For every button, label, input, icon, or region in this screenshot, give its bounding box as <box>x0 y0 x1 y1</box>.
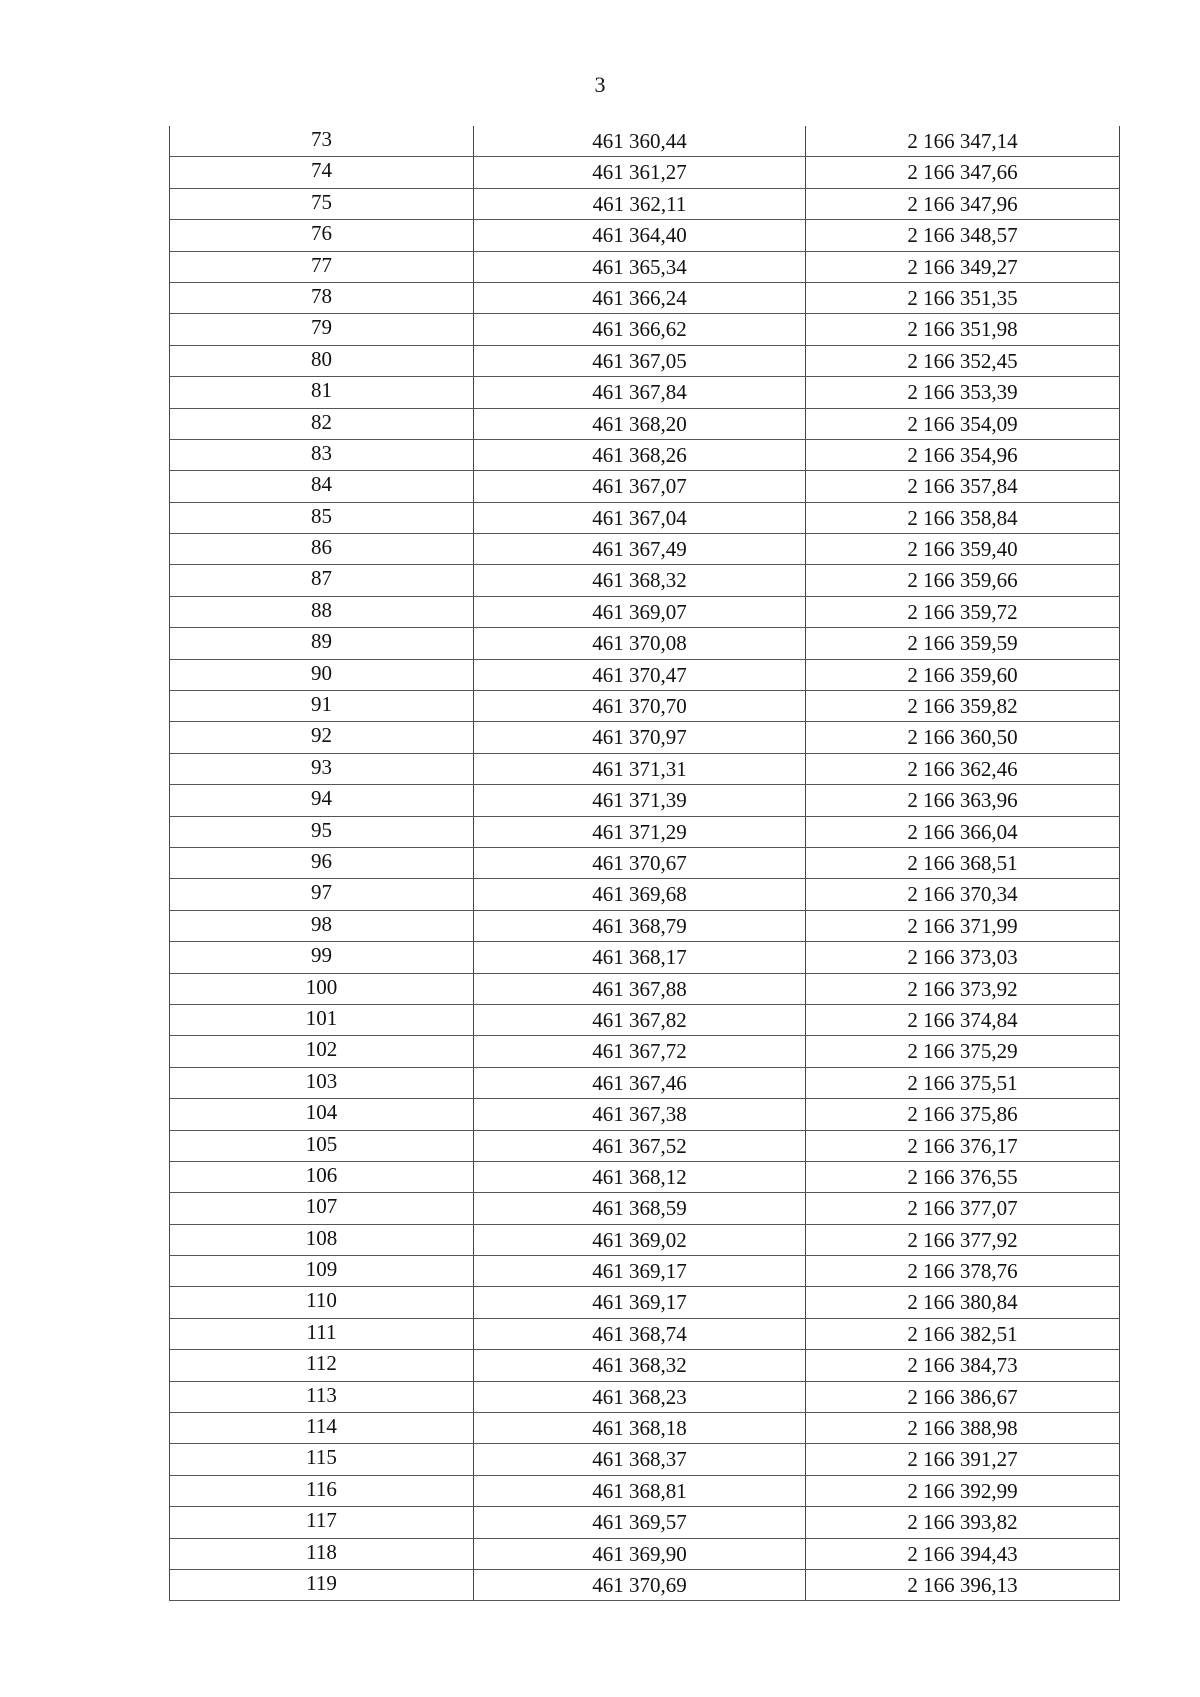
x-coordinate-cell: 461 362,11 <box>474 188 806 219</box>
point-number-cell: 77 <box>170 251 474 282</box>
table-row <box>170 1413 1120 1444</box>
table-row <box>170 942 1120 973</box>
x-coordinate-cell: 461 368,17 <box>474 942 806 973</box>
x-coordinate-cell: 461 364,40 <box>474 220 806 251</box>
table-row <box>170 345 1120 376</box>
x-coordinate-cell: 461 369,02 <box>474 1224 806 1255</box>
point-number-cell: 93 <box>170 753 474 784</box>
y-coordinate-cell: 2 166 374,84 <box>806 1004 1120 1035</box>
y-coordinate-cell: 2 166 368,51 <box>806 847 1120 878</box>
table-row <box>170 471 1120 502</box>
table-row <box>170 1130 1120 1161</box>
x-coordinate-cell: 461 369,17 <box>474 1287 806 1318</box>
x-coordinate-cell: 461 371,31 <box>474 753 806 784</box>
point-number-cell: 76 <box>170 220 474 251</box>
table-row <box>170 1444 1120 1475</box>
point-number-cell: 84 <box>170 471 474 502</box>
table-row <box>170 220 1120 251</box>
point-number-cell: 79 <box>170 314 474 345</box>
x-coordinate-cell: 461 368,79 <box>474 910 806 941</box>
table-row <box>170 1538 1120 1569</box>
point-number-cell: 98 <box>170 910 474 941</box>
y-coordinate-cell: 2 166 380,84 <box>806 1287 1120 1318</box>
y-coordinate-cell: 2 166 354,96 <box>806 439 1120 470</box>
point-number-cell: 105 <box>170 1130 474 1161</box>
table-row <box>170 534 1120 565</box>
table-row <box>170 1475 1120 1506</box>
point-number-cell: 107 <box>170 1193 474 1224</box>
y-coordinate-cell: 2 166 359,59 <box>806 628 1120 659</box>
y-coordinate-cell: 2 166 384,73 <box>806 1350 1120 1381</box>
y-coordinate-cell: 2 166 363,96 <box>806 785 1120 816</box>
x-coordinate-cell: 461 368,32 <box>474 565 806 596</box>
point-number-cell: 119 <box>170 1569 474 1600</box>
y-coordinate-cell: 2 166 375,51 <box>806 1067 1120 1098</box>
x-coordinate-cell: 461 370,67 <box>474 847 806 878</box>
x-coordinate-cell: 461 365,34 <box>474 251 806 282</box>
y-coordinate-cell: 2 166 393,82 <box>806 1507 1120 1538</box>
point-number-cell: 112 <box>170 1350 474 1381</box>
point-number-cell: 103 <box>170 1067 474 1098</box>
y-coordinate-cell: 2 166 360,50 <box>806 722 1120 753</box>
y-coordinate-cell: 2 166 354,09 <box>806 408 1120 439</box>
table-row <box>170 753 1120 784</box>
x-coordinate-cell: 461 367,04 <box>474 502 806 533</box>
point-number-cell: 115 <box>170 1444 474 1475</box>
y-coordinate-cell: 2 166 347,14 <box>806 126 1120 157</box>
point-number-cell: 94 <box>170 785 474 816</box>
x-coordinate-cell: 461 367,82 <box>474 1004 806 1035</box>
point-number-cell: 116 <box>170 1475 474 1506</box>
point-number-cell: 99 <box>170 942 474 973</box>
table-row <box>170 816 1120 847</box>
y-coordinate-cell: 2 166 349,27 <box>806 251 1120 282</box>
table-row <box>170 1287 1120 1318</box>
y-coordinate-cell: 2 166 359,60 <box>806 659 1120 690</box>
x-coordinate-cell: 461 371,29 <box>474 816 806 847</box>
y-coordinate-cell: 2 166 378,76 <box>806 1256 1120 1287</box>
x-coordinate-cell: 461 367,72 <box>474 1036 806 1067</box>
table-row <box>170 659 1120 690</box>
point-number-cell: 81 <box>170 377 474 408</box>
point-number-cell: 80 <box>170 345 474 376</box>
point-number-cell: 91 <box>170 691 474 722</box>
y-coordinate-cell: 2 166 376,17 <box>806 1130 1120 1161</box>
table-row <box>170 1224 1120 1255</box>
table-row <box>170 126 1120 157</box>
table-row <box>170 1004 1120 1035</box>
table-row <box>170 439 1120 470</box>
table-row <box>170 1507 1120 1538</box>
table-row <box>170 188 1120 219</box>
point-number-cell: 110 <box>170 1287 474 1318</box>
y-coordinate-cell: 2 166 362,46 <box>806 753 1120 784</box>
x-coordinate-cell: 461 370,69 <box>474 1569 806 1600</box>
point-number-cell: 87 <box>170 565 474 596</box>
table-row <box>170 282 1120 313</box>
x-coordinate-cell: 461 367,88 <box>474 973 806 1004</box>
table-row <box>170 314 1120 345</box>
point-number-cell: 102 <box>170 1036 474 1067</box>
table-row <box>170 1381 1120 1412</box>
y-coordinate-cell: 2 166 371,99 <box>806 910 1120 941</box>
point-number-cell: 83 <box>170 439 474 470</box>
point-number-cell: 88 <box>170 596 474 627</box>
x-coordinate-cell: 461 367,05 <box>474 345 806 376</box>
table-row <box>170 502 1120 533</box>
y-coordinate-cell: 2 166 366,04 <box>806 816 1120 847</box>
x-coordinate-cell: 461 367,07 <box>474 471 806 502</box>
x-coordinate-cell: 461 367,52 <box>474 1130 806 1161</box>
point-number-cell: 95 <box>170 816 474 847</box>
x-coordinate-cell: 461 368,59 <box>474 1193 806 1224</box>
y-coordinate-cell: 2 166 392,99 <box>806 1475 1120 1506</box>
y-coordinate-cell: 2 166 394,43 <box>806 1538 1120 1569</box>
y-coordinate-cell: 2 166 357,84 <box>806 471 1120 502</box>
y-coordinate-cell: 2 166 382,51 <box>806 1318 1120 1349</box>
point-number-cell: 90 <box>170 659 474 690</box>
table-row <box>170 157 1120 188</box>
coordinates-table <box>169 126 1120 1601</box>
point-number-cell: 111 <box>170 1318 474 1349</box>
y-coordinate-cell: 2 166 348,57 <box>806 220 1120 251</box>
x-coordinate-cell: 461 368,26 <box>474 439 806 470</box>
y-coordinate-cell: 2 166 377,07 <box>806 1193 1120 1224</box>
y-coordinate-cell: 2 166 396,13 <box>806 1569 1120 1600</box>
table-row <box>170 847 1120 878</box>
point-number-cell: 106 <box>170 1161 474 1192</box>
x-coordinate-cell: 461 369,17 <box>474 1256 806 1287</box>
point-number-cell: 75 <box>170 188 474 219</box>
table-row <box>170 691 1120 722</box>
point-number-cell: 89 <box>170 628 474 659</box>
point-number-cell: 101 <box>170 1004 474 1035</box>
table-row <box>170 565 1120 596</box>
coordinates-table-body <box>170 126 1120 1601</box>
x-coordinate-cell: 461 367,84 <box>474 377 806 408</box>
table-row <box>170 1256 1120 1287</box>
point-number-cell: 78 <box>170 282 474 313</box>
y-coordinate-cell: 2 166 386,67 <box>806 1381 1120 1412</box>
y-coordinate-cell: 2 166 373,92 <box>806 973 1120 1004</box>
x-coordinate-cell: 461 368,18 <box>474 1413 806 1444</box>
x-coordinate-cell: 461 368,81 <box>474 1475 806 1506</box>
x-coordinate-cell: 461 366,24 <box>474 282 806 313</box>
table-row <box>170 1067 1120 1098</box>
x-coordinate-cell: 461 370,97 <box>474 722 806 753</box>
point-number-cell: 97 <box>170 879 474 910</box>
x-coordinate-cell: 461 369,68 <box>474 879 806 910</box>
x-coordinate-cell: 461 370,08 <box>474 628 806 659</box>
table-row <box>170 973 1120 1004</box>
table-row <box>170 251 1120 282</box>
y-coordinate-cell: 2 166 376,55 <box>806 1161 1120 1192</box>
point-number-cell: 82 <box>170 408 474 439</box>
table-row <box>170 1318 1120 1349</box>
table-row <box>170 1036 1120 1067</box>
point-number-cell: 109 <box>170 1256 474 1287</box>
x-coordinate-cell: 461 368,23 <box>474 1381 806 1412</box>
y-coordinate-cell: 2 166 359,82 <box>806 691 1120 722</box>
point-number-cell: 118 <box>170 1538 474 1569</box>
table-row <box>170 785 1120 816</box>
y-coordinate-cell: 2 166 375,86 <box>806 1099 1120 1130</box>
table-row <box>170 596 1120 627</box>
table-row <box>170 1350 1120 1381</box>
x-coordinate-cell: 461 368,37 <box>474 1444 806 1475</box>
x-coordinate-cell: 461 369,57 <box>474 1507 806 1538</box>
point-number-cell: 86 <box>170 534 474 565</box>
y-coordinate-cell: 2 166 370,34 <box>806 879 1120 910</box>
y-coordinate-cell: 2 166 377,92 <box>806 1224 1120 1255</box>
point-number-cell: 108 <box>170 1224 474 1255</box>
x-coordinate-cell: 461 369,07 <box>474 596 806 627</box>
y-coordinate-cell: 2 166 353,39 <box>806 377 1120 408</box>
point-number-cell: 73 <box>170 126 474 157</box>
x-coordinate-cell: 461 368,12 <box>474 1161 806 1192</box>
point-number-cell: 104 <box>170 1099 474 1130</box>
table-row <box>170 377 1120 408</box>
table-row <box>170 1099 1120 1130</box>
y-coordinate-cell: 2 166 351,35 <box>806 282 1120 313</box>
table-row <box>170 722 1120 753</box>
x-coordinate-cell: 461 366,62 <box>474 314 806 345</box>
page-number: 3 <box>594 72 606 97</box>
y-coordinate-cell: 2 166 359,72 <box>806 596 1120 627</box>
x-coordinate-cell: 461 368,20 <box>474 408 806 439</box>
y-coordinate-cell: 2 166 375,29 <box>806 1036 1120 1067</box>
table-row <box>170 910 1120 941</box>
point-number-cell: 114 <box>170 1413 474 1444</box>
table-row <box>170 408 1120 439</box>
x-coordinate-cell: 461 370,47 <box>474 659 806 690</box>
point-number-cell: 117 <box>170 1507 474 1538</box>
x-coordinate-cell: 461 360,44 <box>474 126 806 157</box>
point-number-cell: 113 <box>170 1381 474 1412</box>
y-coordinate-cell: 2 166 347,96 <box>806 188 1120 219</box>
y-coordinate-cell: 2 166 358,84 <box>806 502 1120 533</box>
table-row <box>170 1569 1120 1600</box>
y-coordinate-cell: 2 166 388,98 <box>806 1413 1120 1444</box>
x-coordinate-cell: 461 369,90 <box>474 1538 806 1569</box>
point-number-cell: 85 <box>170 502 474 533</box>
x-coordinate-cell: 461 367,49 <box>474 534 806 565</box>
x-coordinate-cell: 461 370,70 <box>474 691 806 722</box>
y-coordinate-cell: 2 166 359,66 <box>806 565 1120 596</box>
y-coordinate-cell: 2 166 359,40 <box>806 534 1120 565</box>
y-coordinate-cell: 2 166 347,66 <box>806 157 1120 188</box>
point-number-cell: 92 <box>170 722 474 753</box>
table-row <box>170 1193 1120 1224</box>
x-coordinate-cell: 461 361,27 <box>474 157 806 188</box>
y-coordinate-cell: 2 166 373,03 <box>806 942 1120 973</box>
table-row <box>170 1161 1120 1192</box>
table-row <box>170 628 1120 659</box>
table-row <box>170 879 1120 910</box>
y-coordinate-cell: 2 166 351,98 <box>806 314 1120 345</box>
x-coordinate-cell: 461 367,46 <box>474 1067 806 1098</box>
point-number-cell: 100 <box>170 973 474 1004</box>
x-coordinate-cell: 461 367,38 <box>474 1099 806 1130</box>
point-number-cell: 74 <box>170 157 474 188</box>
x-coordinate-cell: 461 371,39 <box>474 785 806 816</box>
x-coordinate-cell: 461 368,74 <box>474 1318 806 1349</box>
y-coordinate-cell: 2 166 352,45 <box>806 345 1120 376</box>
point-number-cell: 96 <box>170 847 474 878</box>
x-coordinate-cell: 461 368,32 <box>474 1350 806 1381</box>
y-coordinate-cell: 2 166 391,27 <box>806 1444 1120 1475</box>
